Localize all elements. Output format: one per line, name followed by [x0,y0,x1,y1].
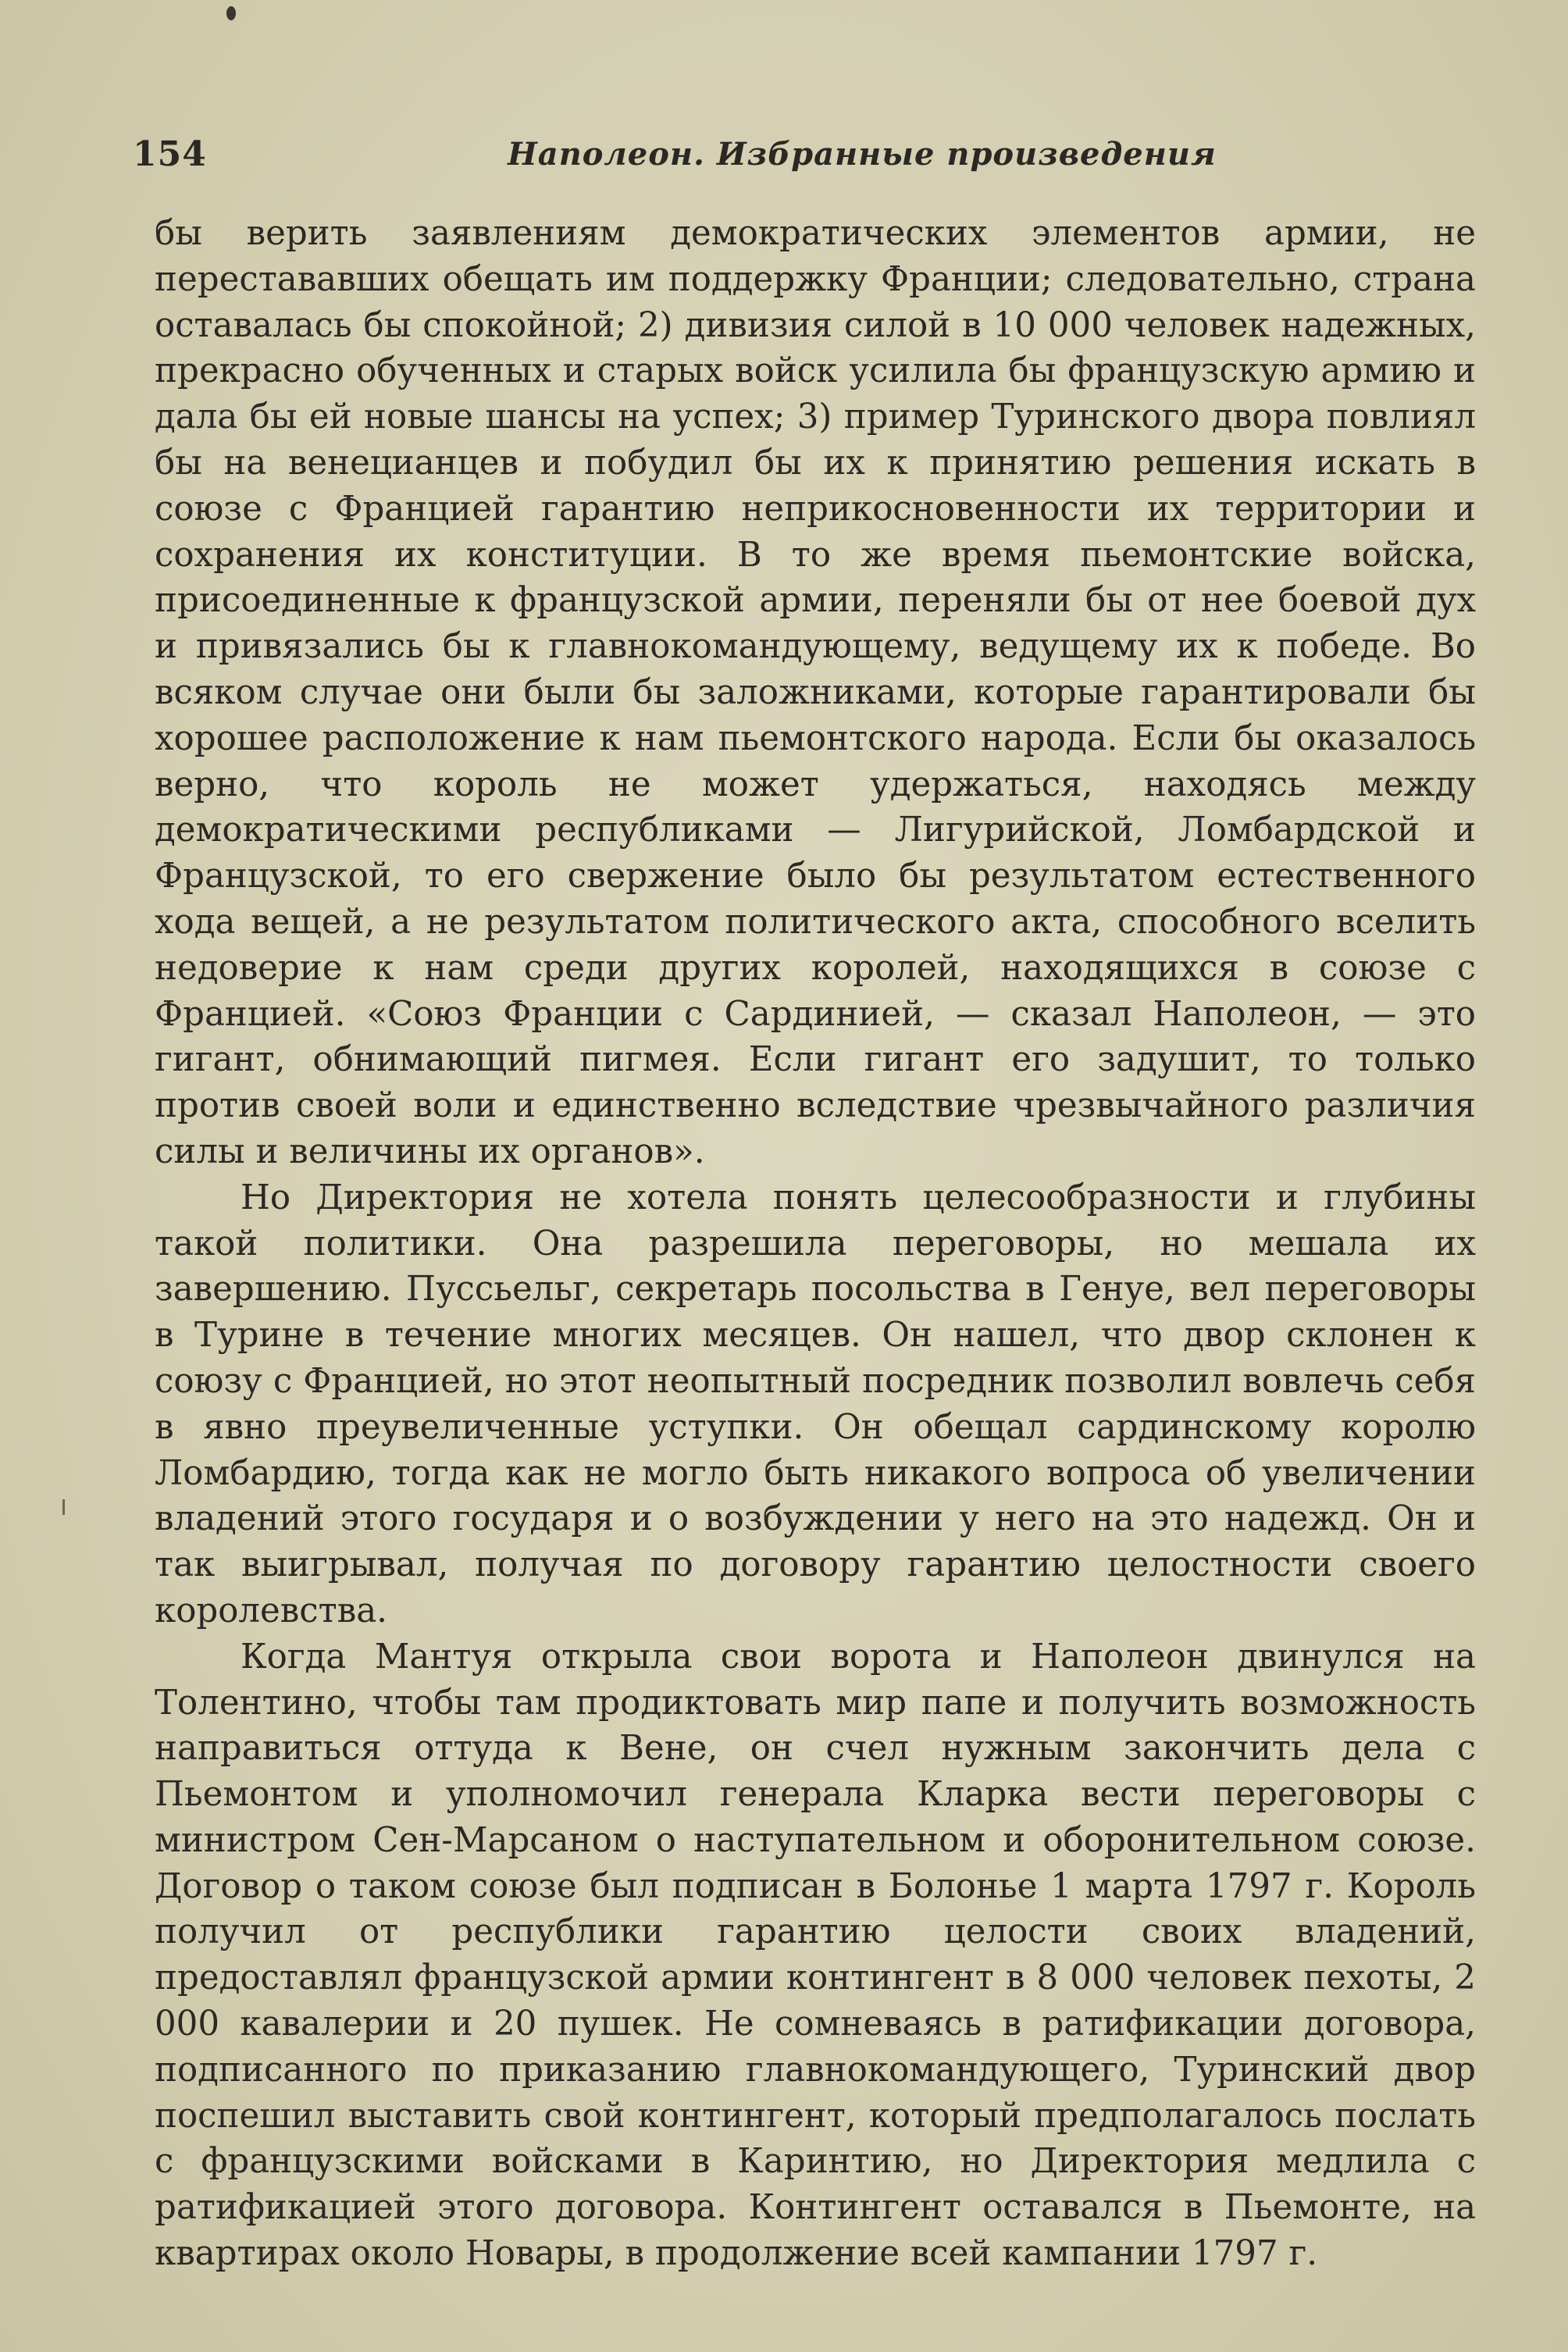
running-title: Наполеон. Избранные произведения [508,136,1217,173]
ink-speck [226,6,236,20]
page-header [133,131,1476,178]
body-text [155,211,1476,2277]
page-number: 154 [133,134,207,174]
page-mark [62,1499,65,1515]
paragraph-3: Когда Мантуя открыла свои ворота и Наполеон двинулся на Толентино, чтобы там продиктовать мир папе и получить возможность направиться оттуда к Вене, он счел нужным закончить дела с Пьемонтом и уполномочил генерала Кларка вести переговоры с министром Сен-Марсаном о наступательном и оборонительном союзе. Договор о таком союзе был подписан в Болонье 1 марта 1797 г. Король получил от республики гарантию целости своих владений, предоставлял французской армии контингент в 8 000 человек пехоты, 2 000 кавалерии и 20 пушек. Не сомневаясь в ратификации договора, подписанного по приказанию главнокомандующего, Туринский двор поспешил выставить свой контингент, который предполагалось послать с французскими войсками в Каринтию, но Директория медлила с ратификацией этого договора. Контингент оставался в Пьемонте, на квартирах около Новары, в продолжение всей кампании 1797 г. [155,1637,1476,2274]
paragraph-2: Но Директория не хотела понять целесообразности и глубины такой политики. Она разрешила переговоры, но мешала их завершению. Пуссьельг, секретарь посольства в Генуе, вел переговоры в Турине в течение многих месяцев. Он нашел, что двор склонен к союзу с Францией, но этот неопытный посредник позволил вовлечь себя в явно преувеличенные уступки. Он обещал сардинскому королю Ломбардию, тогда как не могло быть никакого вопроса об увеличении владений этого государя и о возбуждении у него на это надежд. Он и так выигрывал, получая по договору гарантию целостности своего королевства. [155,1178,1476,1630]
paragraph-1: бы верить заявлениям демократических элементов армии, не перестававших обещать им поддержку Франции; следовательно, страна оставалась бы спокойной; 2) дивизия силой в 10 000 человек надежных, прекрасно обученных и старых войск усилила бы французскую армию и дала бы ей новые шансы на успех; 3) пример Туринского двора повлиял бы на венецианцев и побудил бы их к принятию решения искать в союзе с Францией гарантию неприкосновенности их территории и сохранения их конституции. В то же время пьемонтские войска, присоединенные к французской армии, переняли бы от нее боевой дух и привязались бы к главнокомандующему, ведущему их к победе. Во всяком случае они были бы заложниками, которые гарантировали бы хорошее расположение к нам пьемонтского народа. Если бы оказалось верно, что король не может удержаться, находясь между демократическими республиками — Лигурийской, Ломбардской и Французской, то его свержение было бы результатом естественного хода вещей, а не результатом политического акта, способного вселить недоверие к нам среди других королей, находящихся в союзе с Францией. «Союз Франции с Сардинией, — сказал Наполеон, — это гигант, обнимающий пигмея. Если гигант его задушит, то только против своей воли и единственно вследствие чрезвычайного различия силы и величины их органов». [155,214,1476,1171]
